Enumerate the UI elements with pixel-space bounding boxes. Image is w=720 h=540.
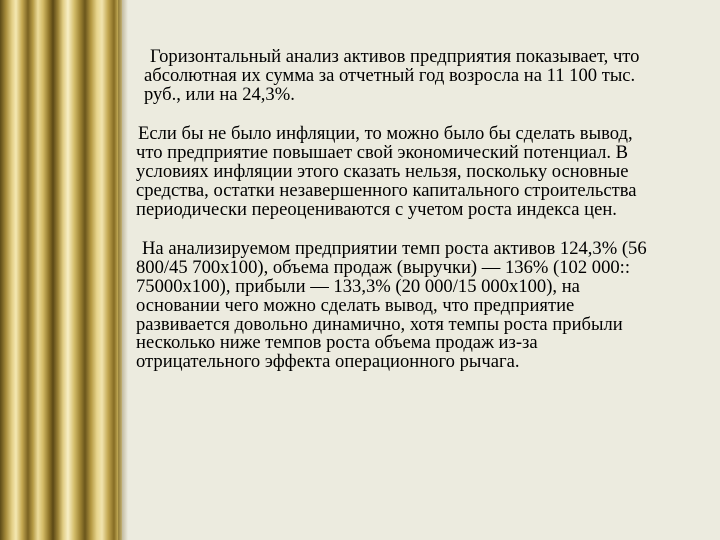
text-line: что предприятие повышает свой экономический потенциал. В: [136, 142, 629, 164]
text-line: средства, остатки незавершенного капитального строительства: [136, 179, 637, 201]
text-line: 75000x100), прибыли — 133,3% (20 000/15 000x100), на: [136, 275, 580, 297]
text-line: периодически переоцениваются с учетом роста индекса цен.: [136, 198, 617, 220]
text-line: На анализируемом предприятии темп роста активов 124,3% (56: [142, 238, 647, 260]
decorative-gold-border: [0, 0, 122, 540]
slide-text-body: [136, 48, 696, 393]
text-line: отрицательного эффекта операционного рычага.: [136, 351, 520, 373]
paragraph-inflation: [136, 125, 696, 219]
text-line: условиях инфляции этого сказать нельзя, поскольку основные: [136, 160, 629, 182]
text-line: развивается довольно динамично, хотя темпы роста прибыли: [136, 313, 623, 335]
text-line: руб., или на 24,3%.: [144, 83, 295, 105]
text-line: Если бы не было инфляции, то можно было бы сделать вывод,: [138, 123, 633, 145]
text-line: несколько ниже темпов роста объема продаж из-за: [136, 332, 538, 354]
border-shadow: [118, 0, 128, 540]
paragraph-growth-rates: [136, 240, 696, 372]
text-line: абсолютная их сумма за отчетный год возросла на 11 100 тыс.: [144, 64, 636, 86]
text-line: основании чего можно сделать вывод, что предприятие: [136, 294, 575, 316]
text-line: Горизонтальный анализ активов предприятия показывает, что: [150, 46, 640, 67]
text-line: 800/45 700x100), объема продаж (выручки) — 136% (102 000::: [136, 257, 630, 279]
paragraph-horizontal-analysis: [136, 48, 696, 104]
